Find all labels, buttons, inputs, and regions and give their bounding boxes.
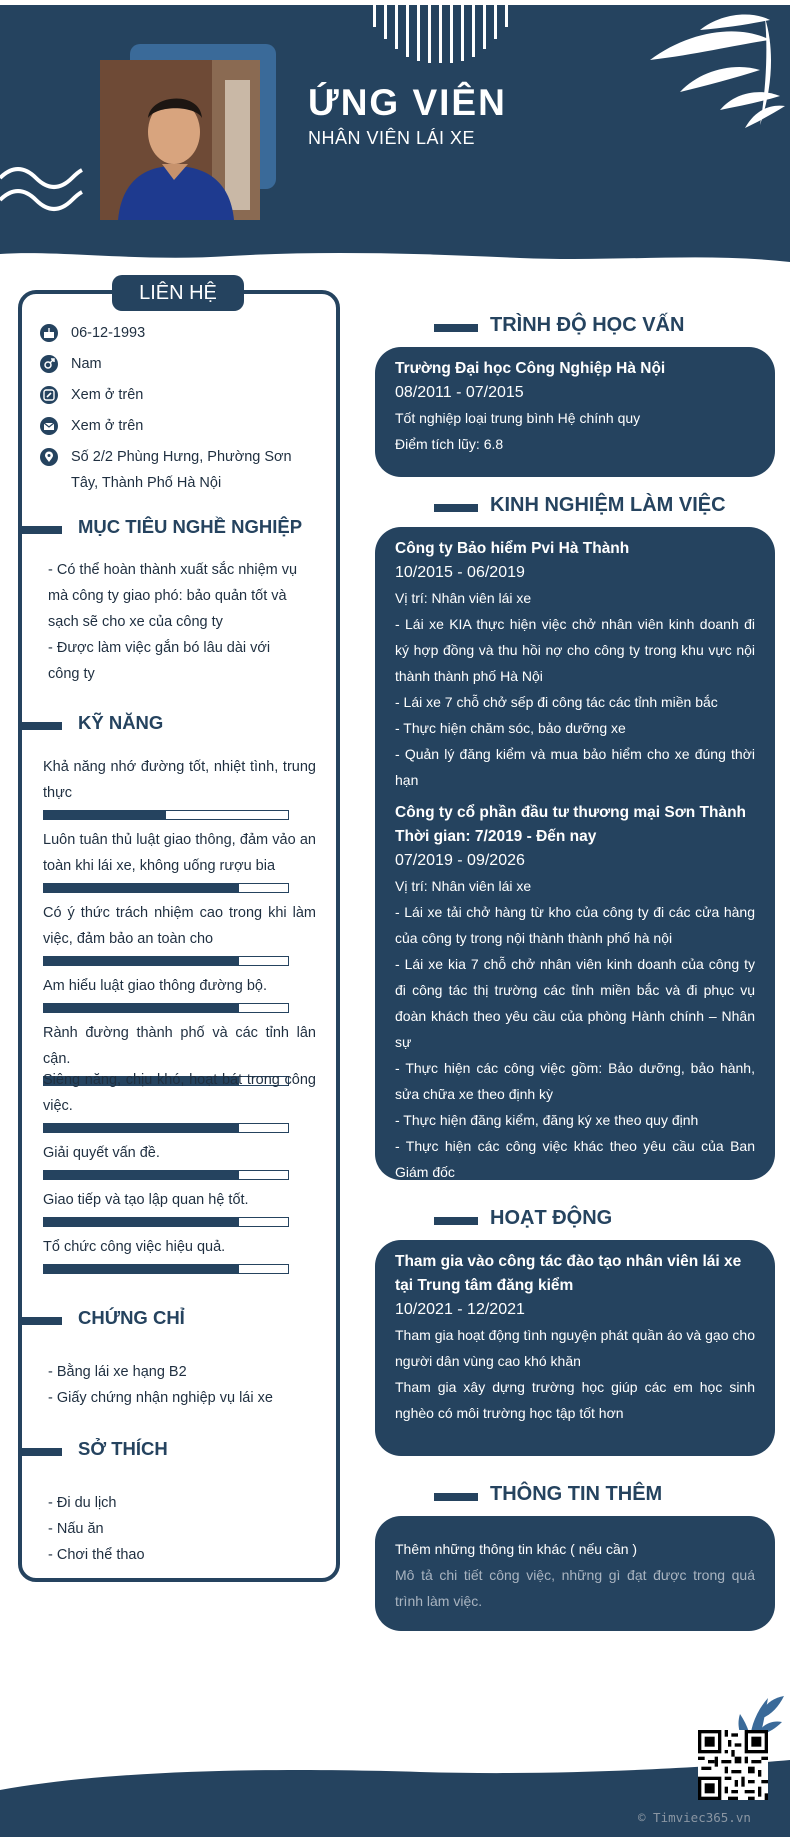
gender-icon	[40, 355, 58, 373]
job-company: Công ty Bảo hiểm Pvi Hà Thành	[395, 540, 630, 557]
skill-item: Rành đường thành phố và các tỉnh lân cận.	[43, 1020, 316, 1086]
skill-level-bar	[43, 810, 289, 820]
objective-text: - Có thể hoàn thành xuất sắc nhiệm vụ mà công ty giao phó: bảo quản tốt và sạch sẽ cho xe của công ty - Được làm việc gắn bó lâu dài với công ty	[48, 562, 298, 682]
job-period: 10/2015 - 06/2019	[395, 564, 525, 581]
contact-gender: Nam	[40, 351, 311, 377]
skill-item: Luôn tuân thủ luật giao thông, đảm vảo an toàn khi lái xe, không uống rượu bia	[43, 827, 316, 893]
skill-item: Có ý thức trách nhiệm cao trong khi làm việc, đảm bảo an toàn cho	[43, 900, 316, 966]
contact-address: Số 2/2 Phùng Hưng, Phường Sơn Tây, Thành Phố Hà Nội	[40, 444, 311, 496]
contact-birthday: 06-12-1993	[40, 320, 311, 346]
skill-level-bar	[43, 1170, 289, 1180]
education-card: Trường Đại học Công Nghiệp Hà Nội 08/2011 - 07/2015 Tốt nghiệp loại trung bình Hệ chính quy Điểm tích lũy: 6.8	[375, 347, 775, 477]
email-icon	[40, 417, 58, 435]
activity-period: 10/2021 - 12/2021	[395, 1301, 525, 1318]
contact-title: LIÊN HỆ	[112, 275, 244, 311]
education-period: 08/2011 - 07/2015	[395, 384, 524, 401]
skill-level-bar	[43, 883, 289, 893]
qr-code	[698, 1730, 768, 1800]
skill-level-bar	[43, 1003, 289, 1013]
job-company: Công ty cổ phần đầu tư thương mại Sơn Thành Thời gian: 7/2019 - Đến nay	[395, 804, 747, 845]
footer-background	[0, 1640, 800, 1837]
school-name: Trường Đại học Công Nghiệp Hà Nội	[395, 360, 666, 377]
skill-level-bar	[43, 956, 289, 966]
candidate-photo	[100, 60, 260, 220]
candidate-name: ỨNG VIÊN	[308, 82, 507, 123]
cake-icon	[40, 324, 58, 342]
phone-icon	[40, 386, 58, 404]
skill-item: Siêng năng, chịu khó, hoạt bát trong công việc.	[43, 1067, 316, 1133]
certificates-list: - Bằng lái xe hạng B2 - Giấy chứng nhận nghiệp vụ lái xe	[48, 1364, 273, 1406]
more-info-card: Thêm những thông tin khác ( nếu cần ) Mô tả chi tiết công việc, những gì đạt được trong quá trình làm việc.	[375, 1516, 775, 1631]
skill-level-bar	[43, 1217, 289, 1227]
skill-item: Tổ chức công việc hiệu quả.	[43, 1234, 316, 1274]
copyright-text: © Timviec365.vn	[638, 1810, 751, 1825]
skill-level-bar	[43, 1123, 289, 1133]
skill-level-bar	[43, 1264, 289, 1274]
location-icon	[40, 448, 58, 466]
contact-phone: Xem ở trên	[40, 382, 311, 408]
skill-item: Khả năng nhớ đường tốt, nhiệt tình, trung thực	[43, 754, 316, 820]
job-period: 07/2019 - 09/2026	[395, 852, 525, 869]
skill-item: Am hiểu luật giao thông đường bộ.	[43, 973, 316, 1013]
experience-card: Công ty Bảo hiểm Pvi Hà Thành 10/2015 - 06/2019 Vị trí: Nhân viên lái xe - Lái xe KIA thực hiện việc chở nhân viên kinh doanh đi ký hợp đồng và thu hồi nợ cho công ty trong khu vực nội thành thành phố Hà Nội - Lái xe 7 chỗ chở sếp đi công tác các tỉnh miền bắc - Thực hiện chăm sóc, bảo dưỡng xe - Quản lý đăng kiểm và mua bảo hiểm cho xe đúng thời hạn Công ty cổ phần đầu tư thương mại Sơn Thành Thời gian: 7/2019 - Đến nay 07/2019 - 09/2026 Vị trí: Nhân viên lái xe - Lái xe tải chở hàng từ kho của công ty đi các cửa hàng của công ty trong nội thành thành phố hà nội - Lái xe kia 7 chỗ chở nhân viên kinh doanh của công ty đi công tác thị trường các tỉnh miền bắc và đi phục vụ đoàn khách theo yêu cầu của phòng Hành chính – Nhân sự - Thực hiện các công việc gồm: Bảo dưỡng, bảo hành, sửa chữa xe theo định kỳ - Thực hiện đăng kiểm, đăng ký xe theo quy định - Thực hiện các công việc khác theo yêu cầu của Ban Giám đốc	[375, 527, 775, 1180]
skill-item: Giao tiếp và tạo lập quan hệ tốt.	[43, 1187, 316, 1227]
contact-email: Xem ở trên	[40, 413, 311, 439]
activities-card: Tham gia vào công tác đào tạo nhân viên lái xe tại Trung tâm đăng kiểm 10/2021 - 12/2021 Tham gia hoạt động tình nguyện phát quần áo và gạo cho người dân vùng cao khó khăn Tham gia xây dựng trường học giúp các em học sinh nghèo có môi trường học tập tốt hơn	[375, 1240, 775, 1456]
skill-item: Giải quyết vấn đề.	[43, 1140, 316, 1180]
candidate-role: NHÂN VIÊN LÁI XE	[308, 128, 476, 148]
activity-name: Tham gia vào công tác đào tạo nhân viên lái xe tại Trung tâm đăng kiểm	[395, 1253, 742, 1294]
hobbies-list: - Đi du lịch - Nấu ăn - Chơi thể thao	[48, 1495, 145, 1563]
